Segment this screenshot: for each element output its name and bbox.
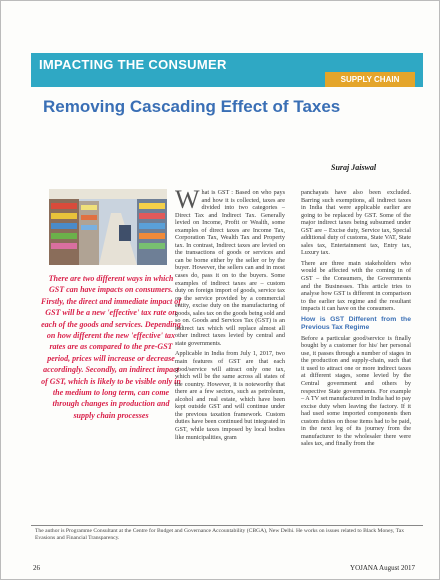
article-headline: Removing Cascading Effect of Taxes — [43, 97, 341, 116]
page-number: 26 — [33, 564, 40, 572]
paragraph: Applicable in India from July 1, 2017, two main features of GST are that each good/service will attract only one tax, which will be the same across all states of the country. However, it is noteworthy that there are a few sectors, such as petroleum, alcohol and real estate, which have been kept outside GST and will continue under the previous taxation framework. Custom duties have been continued but integrated in GST, while taxes imposed by local bodies like municipalities, gram — [175, 350, 285, 441]
paragraph: There are three main stakeholders who would be affected with the coming in of GST – the Consumers, the Governments and the Businesses. This article tries to analyse how GST is different in comparison to the earlier tax regime and the resultant impacts it can have on the consumers. — [301, 259, 411, 313]
drop-cap: W — [175, 185, 200, 214]
supermarket-photo — [49, 189, 167, 265]
column-1 — [175, 185, 285, 444]
author-name: Suraj Jaiswal — [331, 163, 377, 172]
paragraph: panchayats have also been excluded. Barring such exemptions, all indirect taxes in India that were applicable earlier are going to be replaced by GST. Some of the major indirect taxes being subsumed under GST are – Excise duty, Service tax, Special additional duty of customs, State VAT, State sales tax, Entertainment tax, Entry tax, Luxury tax. — [301, 189, 411, 257]
section-tag: SUPPLY CHAIN — [325, 72, 415, 87]
author-footnote: The author is Programme Consultant at the Centre for Budget and Governance Accountability (CBGA), New Delhi. He works on issues related to Black Money, Tax Evasions and Financial Transparency. — [35, 528, 405, 541]
column-2 — [301, 189, 411, 451]
section-subheading: How is GST Different from the Previous Tax Regime — [301, 315, 411, 331]
paragraph: Before a particular good/service is finally bought by a customer for his/ her personal use, it passes through a number of stages in the production and supply-chain, such that it used to attract one or more indirect taxes at different stages, some levied by the Central government and others by respective State governments. For example – A TV set manufactured in India had to pay excise duty when leaving the factory. If it had used some imported components then custom duties on those items had to be paid, in the next leg of its journey from the manufacturer to the wholesaler there were sales tax, and finally from the — [301, 334, 411, 448]
pull-quote: There are two different ways in which GST can have impacts on consumers. Firstly, the direct and immediate impact of GST will be a new 'effective' tax rate on each of the goods and services. Depending on how different the new 'effective' tax rates are as compared to the pre-GST period, prices will increase or decrease accordingly. Secondly, an indirect impact of GST, which is likely to be visible only in the medium to long term, can come through changes in production and supply chain processes — [41, 274, 181, 420]
paragraph-text: hat is GST : Based on who pays and how it is collected, taxes are divided into two categories – Direct Tax and Indirect Tax. Generally levied on Income, Profit or Wealth, some examples of direct taxes are Income Tax, Corporation Tax, Wealth Tax and Property tax. In contrast, Indirect taxes are levied on the transactions of goods or services and can be borne either by the seller or by the buyer. However, the sellers can and in most cases do, pass it on to the buyers. Some examples of indirect taxes are – custom duty on foreign import of goods, service tax on the service provided by a commercial entity, excise duty on the manufacturing of goods, sales tax on the goods being sold and so on. Goods and Services Tax (GST) is an indirect tax which will replace almost all other indirect taxes levied by central and state governments. — [175, 189, 285, 347]
section-title: IMPACTING THE CONSUMER — [39, 57, 227, 72]
footer-divider — [31, 525, 423, 526]
paragraph — [175, 185, 285, 347]
section-banner — [31, 53, 423, 87]
journal-issue: YOJANA August 2017 — [350, 564, 415, 572]
